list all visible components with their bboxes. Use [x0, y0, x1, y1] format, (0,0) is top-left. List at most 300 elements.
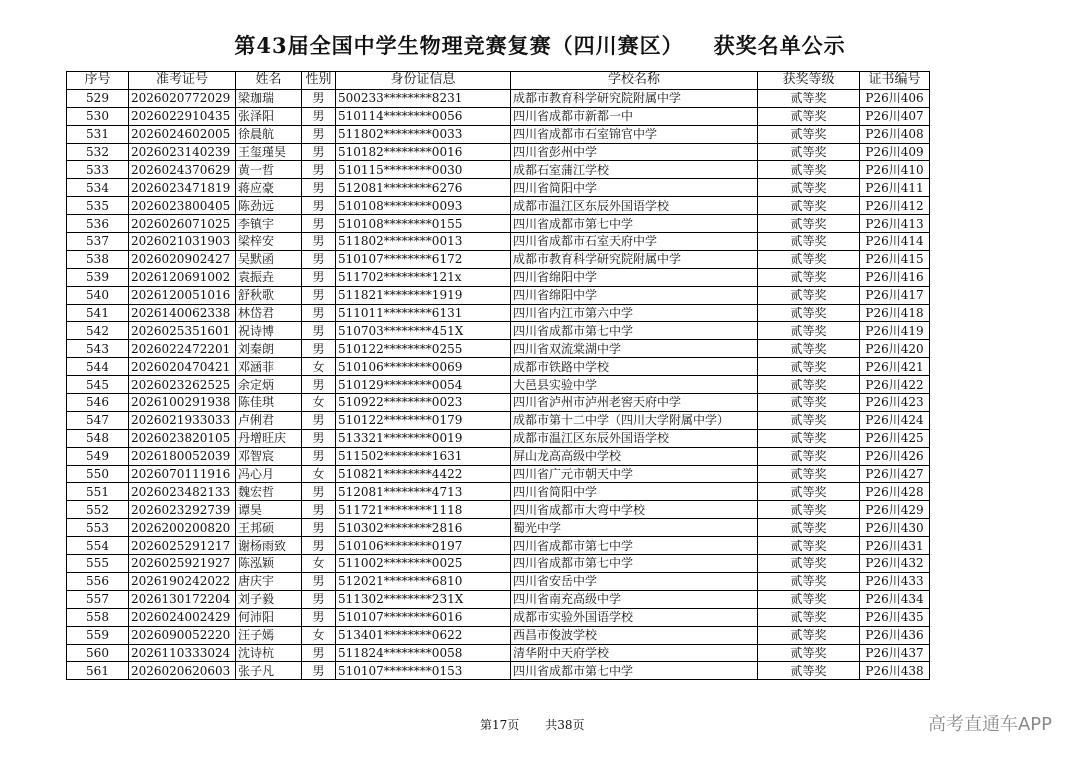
- cell-name: 吴默函: [236, 250, 302, 268]
- cell-award: 贰等奖: [758, 411, 860, 429]
- cell-id-card: 512021********6810: [336, 572, 511, 590]
- cell-exam-id: 2026021031903: [129, 233, 236, 251]
- cell-award: 贰等奖: [758, 233, 860, 251]
- cell-name: 余定炳: [236, 376, 302, 394]
- cell-award: 贰等奖: [758, 519, 860, 537]
- cell-exam-id: 2026130172204: [129, 590, 236, 608]
- cell-award: 贰等奖: [758, 376, 860, 394]
- cell-school: 成都市实验外国语学校: [511, 608, 758, 626]
- page-number: 第17页: [480, 718, 520, 732]
- cell-id-card: 510821********4422: [336, 465, 511, 483]
- cell-school: 四川省成都市第七中学: [511, 215, 758, 233]
- cell-cert: P26川426: [860, 447, 930, 465]
- cell-seq: 538: [67, 250, 129, 268]
- cell-gender: 男: [302, 662, 336, 680]
- cell-seq: 539: [67, 268, 129, 286]
- cell-school: 四川省成都市第七中学: [511, 662, 758, 680]
- title-sub: 获奖名单公示: [713, 33, 846, 58]
- cell-gender: 男: [302, 125, 336, 143]
- cell-exam-id: 2026180052039: [129, 447, 236, 465]
- cell-seq: 561: [67, 662, 129, 680]
- cell-school: 四川省成都市石室天府中学: [511, 233, 758, 251]
- cell-school: 四川省南充高级中学: [511, 590, 758, 608]
- cell-name: 王邦硕: [236, 519, 302, 537]
- cell-school: 四川省简阳中学: [511, 483, 758, 501]
- cell-award: 贰等奖: [758, 143, 860, 161]
- table-row: [67, 376, 930, 394]
- cell-award: 贰等奖: [758, 340, 860, 358]
- cell-name: 袁振垚: [236, 268, 302, 286]
- cell-seq: 529: [67, 89, 129, 107]
- cell-exam-id: 2026023800405: [129, 197, 236, 215]
- cell-seq: 548: [67, 429, 129, 447]
- cell-name: 邓智宸: [236, 447, 302, 465]
- cell-award: 贰等奖: [758, 483, 860, 501]
- cell-seq: 541: [67, 304, 129, 322]
- cell-cert: P26川424: [860, 411, 930, 429]
- table-row: [67, 447, 930, 465]
- cell-seq: 533: [67, 161, 129, 179]
- cell-award: 贰等奖: [758, 394, 860, 412]
- cell-id-card: 511802********0033: [336, 125, 511, 143]
- cell-seq: 549: [67, 447, 129, 465]
- title-main: 第43届全国中学生物理竞赛复赛（四川赛区）: [234, 33, 684, 58]
- cell-gender: 女: [302, 394, 336, 412]
- cell-gender: 男: [302, 376, 336, 394]
- cell-gender: 男: [302, 107, 336, 125]
- cell-gender: 男: [302, 519, 336, 537]
- cell-exam-id: 2026026071025: [129, 215, 236, 233]
- cell-name: 黄一哲: [236, 161, 302, 179]
- cell-school: 四川省绵阳中学: [511, 286, 758, 304]
- cell-school: 四川省成都市第七中学: [511, 555, 758, 573]
- cell-seq: 535: [67, 197, 129, 215]
- table-row: [67, 465, 930, 483]
- table-row: [67, 179, 930, 197]
- cell-cert: P26川409: [860, 143, 930, 161]
- cell-id-card: 510114********0056: [336, 107, 511, 125]
- cell-cert: P26川429: [860, 501, 930, 519]
- cell-name: 丹增旺庆: [236, 429, 302, 447]
- cell-award: 贰等奖: [758, 250, 860, 268]
- cell-id-card: 511011********6131: [336, 304, 511, 322]
- cell-id-card: 510108********0155: [336, 215, 511, 233]
- cell-award: 贰等奖: [758, 197, 860, 215]
- cell-seq: 544: [67, 358, 129, 376]
- table-row: [67, 215, 930, 233]
- table-row: [67, 107, 930, 125]
- cell-award: 贰等奖: [758, 626, 860, 644]
- cell-seq: 556: [67, 572, 129, 590]
- table-row: [67, 411, 930, 429]
- cell-exam-id: 2026024602005: [129, 125, 236, 143]
- header-exam-id: 准考证号: [129, 72, 236, 90]
- cell-id-card: 510302********2816: [336, 519, 511, 537]
- cell-cert: P26川430: [860, 519, 930, 537]
- cell-name: 刘秦朗: [236, 340, 302, 358]
- table-row: [67, 429, 930, 447]
- cell-seq: 551: [67, 483, 129, 501]
- header-school: 学校名称: [511, 72, 758, 90]
- cell-school: 成都市温江区东辰外国语学校: [511, 429, 758, 447]
- cell-school: 大邑县实验中学: [511, 376, 758, 394]
- cell-gender: 男: [302, 537, 336, 555]
- cell-name: 林岱君: [236, 304, 302, 322]
- cell-school: 西昌市俊波学校: [511, 626, 758, 644]
- cell-exam-id: 2026025351601: [129, 322, 236, 340]
- cell-gender: 男: [302, 608, 336, 626]
- table-row: [67, 662, 930, 680]
- cell-award: 贰等奖: [758, 215, 860, 233]
- cell-cert: P26川408: [860, 125, 930, 143]
- cell-cert: P26川428: [860, 483, 930, 501]
- cell-exam-id: 2026025921927: [129, 555, 236, 573]
- table-row: [67, 358, 930, 376]
- cell-award: 贰等奖: [758, 89, 860, 107]
- table-row: [67, 286, 930, 304]
- page-title: [0, 30, 1080, 60]
- cell-exam-id: 2026200200820: [129, 519, 236, 537]
- cell-name: 蒋应豪: [236, 179, 302, 197]
- table-row: [67, 519, 930, 537]
- cell-award: 贰等奖: [758, 179, 860, 197]
- cell-school: 蜀光中学: [511, 519, 758, 537]
- table-header-row: [67, 72, 930, 90]
- cell-gender: 男: [302, 322, 336, 340]
- cell-cert: P26川415: [860, 250, 930, 268]
- cell-seq: 546: [67, 394, 129, 412]
- cell-seq: 530: [67, 107, 129, 125]
- cell-school: 四川省成都市大弯中学校: [511, 501, 758, 519]
- table-row: [67, 590, 930, 608]
- cell-id-card: 511821********1919: [336, 286, 511, 304]
- cell-id-card: 510106********0197: [336, 537, 511, 555]
- cell-seq: 543: [67, 340, 129, 358]
- cell-exam-id: 2026022910435: [129, 107, 236, 125]
- cell-name: 冯心月: [236, 465, 302, 483]
- cell-school: 四川省安岳中学: [511, 572, 758, 590]
- cell-name: 沈诗杭: [236, 644, 302, 662]
- cell-gender: 男: [302, 572, 336, 590]
- cell-id-card: 510107********6016: [336, 608, 511, 626]
- cell-id-card: 510107********0153: [336, 662, 511, 680]
- cell-gender: 男: [302, 215, 336, 233]
- cell-name: 祝诗博: [236, 322, 302, 340]
- cell-school: 四川省内江市第六中学: [511, 304, 758, 322]
- cell-cert: P26川438: [860, 662, 930, 680]
- table-row: [67, 143, 930, 161]
- cell-gender: 男: [302, 179, 336, 197]
- header-name: 姓名: [236, 72, 302, 90]
- cell-award: 贰等奖: [758, 429, 860, 447]
- cell-school: 屏山龙高高级中学校: [511, 447, 758, 465]
- cell-id-card: 513321********0019: [336, 429, 511, 447]
- table-row: [67, 233, 930, 251]
- cell-award: 贰等奖: [758, 662, 860, 680]
- cell-name: 魏宏哲: [236, 483, 302, 501]
- header-seq: 序号: [67, 72, 129, 90]
- cell-award: 贰等奖: [758, 125, 860, 143]
- cell-cert: P26川433: [860, 572, 930, 590]
- table-row: [67, 501, 930, 519]
- cell-cert: P26川416: [860, 268, 930, 286]
- cell-cert: P26川435: [860, 608, 930, 626]
- cell-exam-id: 2026023482133: [129, 483, 236, 501]
- cell-id-card: 511002********0025: [336, 555, 511, 573]
- cell-gender: 女: [302, 626, 336, 644]
- cell-name: 邓涵菲: [236, 358, 302, 376]
- cell-exam-id: 2026020620603: [129, 662, 236, 680]
- cell-gender: 男: [302, 644, 336, 662]
- award-list-table: [66, 71, 930, 680]
- cell-exam-id: 2026120691002: [129, 268, 236, 286]
- cell-award: 贰等奖: [758, 268, 860, 286]
- cell-seq: 536: [67, 215, 129, 233]
- cell-award: 贰等奖: [758, 590, 860, 608]
- cell-cert: P26川421: [860, 358, 930, 376]
- cell-cert: P26川412: [860, 197, 930, 215]
- cell-exam-id: 2026120051016: [129, 286, 236, 304]
- cell-exam-id: 2026021933033: [129, 411, 236, 429]
- cell-school: 成都市教育科学研究院附属中学: [511, 89, 758, 107]
- cell-cert: P26川413: [860, 215, 930, 233]
- cell-exam-id: 2026023471819: [129, 179, 236, 197]
- header-award: 获奖等级: [758, 72, 860, 90]
- cell-exam-id: 2026190242022: [129, 572, 236, 590]
- table-row: [67, 161, 930, 179]
- cell-cert: P26川407: [860, 107, 930, 125]
- cell-gender: 男: [302, 483, 336, 501]
- table-row: [67, 572, 930, 590]
- cell-award: 贰等奖: [758, 644, 860, 662]
- cell-cert: P26川406: [860, 89, 930, 107]
- cell-school: 成都市铁路中学校: [511, 358, 758, 376]
- cell-cert: P26川432: [860, 555, 930, 573]
- cell-id-card: 510106********0069: [336, 358, 511, 376]
- cell-award: 贰等奖: [758, 447, 860, 465]
- cell-cert: P26川434: [860, 590, 930, 608]
- cell-gender: 男: [302, 89, 336, 107]
- header-gender: 性别: [302, 72, 336, 90]
- cell-exam-id: 2026022472201: [129, 340, 236, 358]
- cell-id-card: 510703********451X: [336, 322, 511, 340]
- cell-award: 贰等奖: [758, 161, 860, 179]
- cell-cert: P26川427: [860, 465, 930, 483]
- cell-school: 四川省双流棠湖中学: [511, 340, 758, 358]
- table-row: [67, 250, 930, 268]
- cell-id-card: 510122********0179: [336, 411, 511, 429]
- cell-exam-id: 2026023292739: [129, 501, 236, 519]
- cell-award: 贰等奖: [758, 286, 860, 304]
- cell-award: 贰等奖: [758, 107, 860, 125]
- cell-school: 四川省成都市第七中学: [511, 537, 758, 555]
- cell-name: 张子凡: [236, 662, 302, 680]
- cell-name: 李镇宇: [236, 215, 302, 233]
- cell-gender: 男: [302, 429, 336, 447]
- cell-seq: 559: [67, 626, 129, 644]
- cell-exam-id: 2026020470421: [129, 358, 236, 376]
- cell-id-card: 510107********6172: [336, 250, 511, 268]
- cell-gender: 男: [302, 143, 336, 161]
- table-row: [67, 268, 930, 286]
- cell-school: 四川省成都市新都一中: [511, 107, 758, 125]
- cell-gender: 男: [302, 250, 336, 268]
- cell-exam-id: 2026090052220: [129, 626, 236, 644]
- table-row: [67, 340, 930, 358]
- cell-school: 四川省成都市第七中学: [511, 322, 758, 340]
- cell-exam-id: 2026023820105: [129, 429, 236, 447]
- watermark: 高考直通车APP: [927, 714, 1052, 735]
- cell-id-card: 511302********231X: [336, 590, 511, 608]
- cell-id-card: 511802********0013: [336, 233, 511, 251]
- cell-id-card: 512081********6276: [336, 179, 511, 197]
- cell-id-card: 510922********0023: [336, 394, 511, 412]
- table-row: [67, 394, 930, 412]
- cell-gender: 女: [302, 555, 336, 573]
- cell-exam-id: 2026024002429: [129, 608, 236, 626]
- cell-exam-id: 2026070111916: [129, 465, 236, 483]
- cell-gender: 男: [302, 501, 336, 519]
- cell-id-card: 510122********0255: [336, 340, 511, 358]
- cell-cert: P26川425: [860, 429, 930, 447]
- cell-seq: 545: [67, 376, 129, 394]
- cell-school: 成都市温江区东辰外国语学校: [511, 197, 758, 215]
- cell-name: 谭昊: [236, 501, 302, 519]
- cell-gender: 男: [302, 590, 336, 608]
- cell-cert: P26川437: [860, 644, 930, 662]
- cell-school: 成都石室蒲江学校: [511, 161, 758, 179]
- cell-award: 贰等奖: [758, 537, 860, 555]
- cell-cert: P26川423: [860, 394, 930, 412]
- cell-gender: 女: [302, 358, 336, 376]
- cell-exam-id: 2026023262525: [129, 376, 236, 394]
- cell-seq: 537: [67, 233, 129, 251]
- cell-cert: P26川420: [860, 340, 930, 358]
- cell-award: 贰等奖: [758, 555, 860, 573]
- cell-school: 四川省彭州中学: [511, 143, 758, 161]
- cell-gender: 男: [302, 411, 336, 429]
- cell-id-card: 512081********4713: [336, 483, 511, 501]
- cell-gender: 男: [302, 304, 336, 322]
- cell-school: 四川省成都市石室锦官中学: [511, 125, 758, 143]
- cell-name: 梁梓安: [236, 233, 302, 251]
- cell-id-card: 511502********1631: [336, 447, 511, 465]
- cell-seq: 555: [67, 555, 129, 573]
- cell-school: 成都市第十二中学（四川大学附属中学）: [511, 411, 758, 429]
- table-row: [67, 644, 930, 662]
- cell-gender: 男: [302, 161, 336, 179]
- cell-school: 成都市教育科学研究院附属中学: [511, 250, 758, 268]
- table-row: [67, 197, 930, 215]
- cell-cert: P26川414: [860, 233, 930, 251]
- cell-gender: 男: [302, 233, 336, 251]
- cell-exam-id: 2026023140239: [129, 143, 236, 161]
- cell-award: 贰等奖: [758, 322, 860, 340]
- cell-award: 贰等奖: [758, 572, 860, 590]
- table-row: [67, 608, 930, 626]
- cell-seq: 547: [67, 411, 129, 429]
- cell-name: 唐庆宇: [236, 572, 302, 590]
- cell-award: 贰等奖: [758, 608, 860, 626]
- cell-name: 舒秋歌: [236, 286, 302, 304]
- cell-seq: 560: [67, 644, 129, 662]
- cell-id-card: 510182********0016: [336, 143, 511, 161]
- cell-name: 谢杨雨致: [236, 537, 302, 555]
- cell-exam-id: 2026140062338: [129, 304, 236, 322]
- cell-id-card: 510129********0054: [336, 376, 511, 394]
- cell-name: 卢俐君: [236, 411, 302, 429]
- cell-seq: 558: [67, 608, 129, 626]
- cell-gender: 女: [302, 465, 336, 483]
- cell-name: 陈佳琪: [236, 394, 302, 412]
- cell-seq: 542: [67, 322, 129, 340]
- cell-name: 张泽阳: [236, 107, 302, 125]
- cell-award: 贰等奖: [758, 465, 860, 483]
- cell-id-card: 513401********0622: [336, 626, 511, 644]
- cell-exam-id: 2026110333024: [129, 644, 236, 662]
- cell-award: 贰等奖: [758, 501, 860, 519]
- table-row: [67, 555, 930, 573]
- table-row: [67, 304, 930, 322]
- cell-school: 四川省泸州市泸州老窖天府中学: [511, 394, 758, 412]
- header-id-card: 身份证信息: [336, 72, 511, 90]
- cell-gender: 男: [302, 286, 336, 304]
- cell-gender: 男: [302, 340, 336, 358]
- cell-exam-id: 2026100291938: [129, 394, 236, 412]
- cell-seq: 557: [67, 590, 129, 608]
- cell-seq: 550: [67, 465, 129, 483]
- cell-school: 清华附中天府学校: [511, 644, 758, 662]
- cell-name: 徐晨航: [236, 125, 302, 143]
- table-row: [67, 626, 930, 644]
- cell-exam-id: 2026020772029: [129, 89, 236, 107]
- cell-cert: P26川410: [860, 161, 930, 179]
- cell-name: 何沛阳: [236, 608, 302, 626]
- cell-seq: 534: [67, 179, 129, 197]
- cell-cert: P26川422: [860, 376, 930, 394]
- cell-seq: 552: [67, 501, 129, 519]
- table-row: [67, 483, 930, 501]
- cell-gender: 男: [302, 447, 336, 465]
- cell-cert: P26川431: [860, 537, 930, 555]
- page-footer: [480, 716, 585, 733]
- cell-cert: P26川436: [860, 626, 930, 644]
- cell-seq: 553: [67, 519, 129, 537]
- cell-id-card: 511702********121x: [336, 268, 511, 286]
- cell-seq: 554: [67, 537, 129, 555]
- cell-seq: 531: [67, 125, 129, 143]
- cell-id-card: 510108********0093: [336, 197, 511, 215]
- table-row: [67, 89, 930, 107]
- cell-id-card: 510115********0030: [336, 161, 511, 179]
- cell-exam-id: 2026025291217: [129, 537, 236, 555]
- cell-exam-id: 2026020902427: [129, 250, 236, 268]
- cell-id-card: 500233********8231: [336, 89, 511, 107]
- page-total: 共38页: [545, 718, 585, 732]
- cell-name: 陈泓颖: [236, 555, 302, 573]
- cell-cert: P26川419: [860, 322, 930, 340]
- table-row: [67, 322, 930, 340]
- cell-name: 梁珈瑞: [236, 89, 302, 107]
- header-cert: 证书编号: [860, 72, 930, 90]
- cell-seq: 532: [67, 143, 129, 161]
- cell-award: 贰等奖: [758, 358, 860, 376]
- cell-exam-id: 2026024370629: [129, 161, 236, 179]
- cell-gender: 男: [302, 268, 336, 286]
- cell-id-card: 511824********0058: [336, 644, 511, 662]
- cell-name: 汪子嫣: [236, 626, 302, 644]
- table-row: [67, 125, 930, 143]
